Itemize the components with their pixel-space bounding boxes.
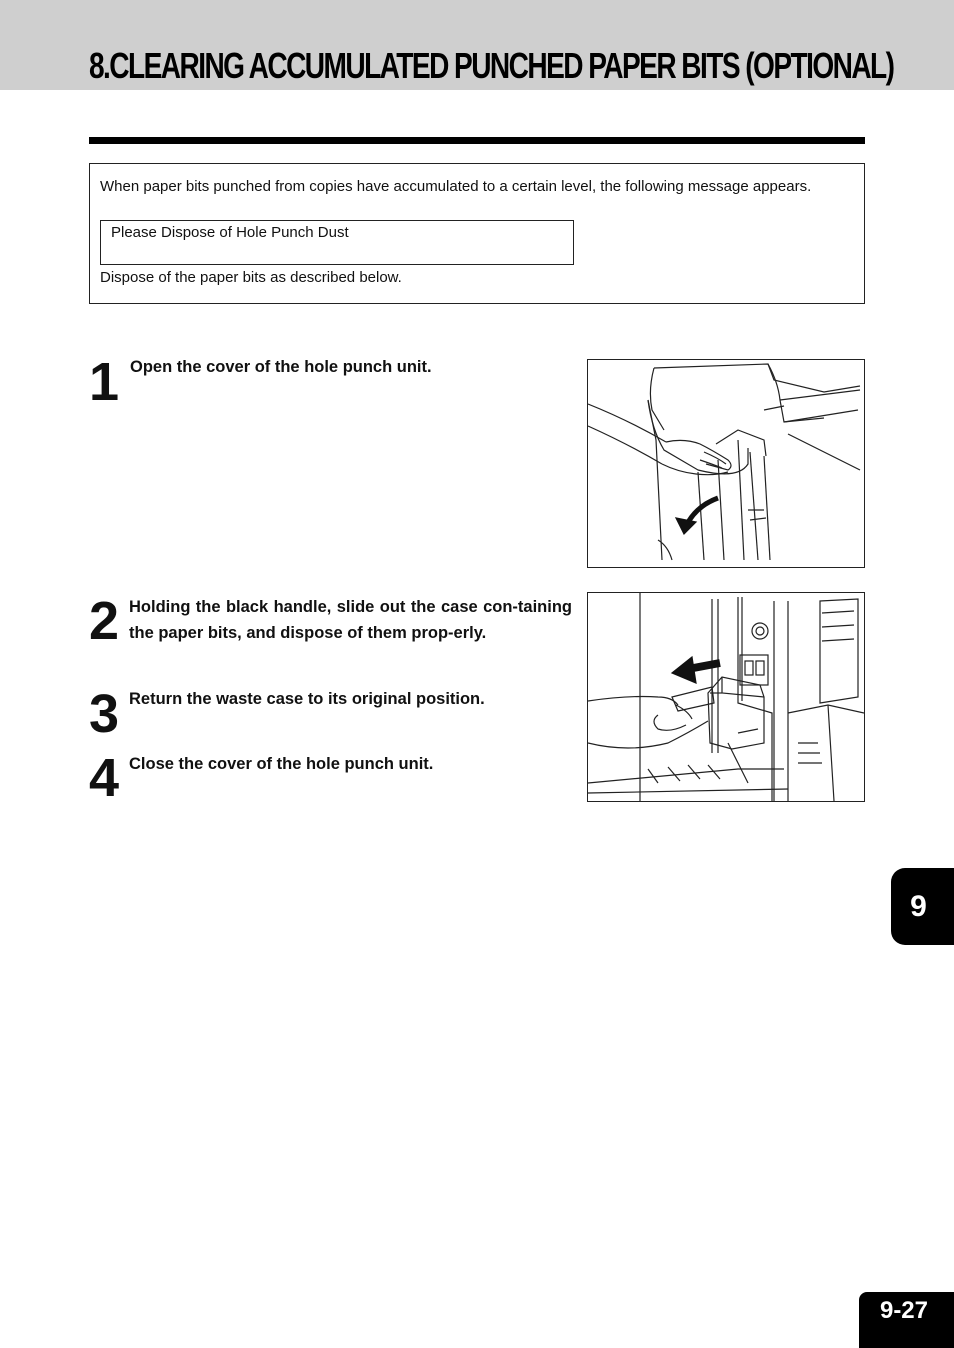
info-outro-text: Dispose of the paper bits as described below. [100, 269, 402, 286]
info-intro-text: When paper bits punched from copies have accumulated to a certain level, the following message appears. [100, 178, 812, 195]
page-number: 9-27 [879, 1297, 929, 1324]
hand-sliding-out-waste-case-illustration [587, 592, 865, 802]
page-title: 8.CLEARING ACCUMULATED PUNCHED PAPER BITS (OPTIONAL) [89, 45, 894, 86]
chapter-tab-number: 9 [910, 889, 927, 923]
section-rule [89, 137, 865, 144]
page-number-box [859, 1292, 954, 1348]
step-number: 4 [89, 748, 118, 808]
step-number: 1 [89, 352, 118, 412]
step-text: Holding the black handle, slide out the case con-taining the paper bits, and dispose of them prop-erly. [129, 598, 572, 642]
message-text: Please Dispose of Hole Punch Dust [111, 224, 349, 241]
step-text: Open the cover of the hole punch unit. [130, 358, 432, 376]
step-text: Close the cover of the hole punch unit. [129, 755, 434, 773]
step-number: 3 [89, 684, 118, 744]
hand-opening-punch-cover-illustration [587, 359, 865, 568]
step-text: Return the waste case to its original position. [129, 690, 485, 708]
message-display-box [100, 220, 574, 265]
info-box [89, 163, 865, 304]
step-number: 2 [89, 591, 118, 651]
chapter-tab [891, 868, 954, 945]
